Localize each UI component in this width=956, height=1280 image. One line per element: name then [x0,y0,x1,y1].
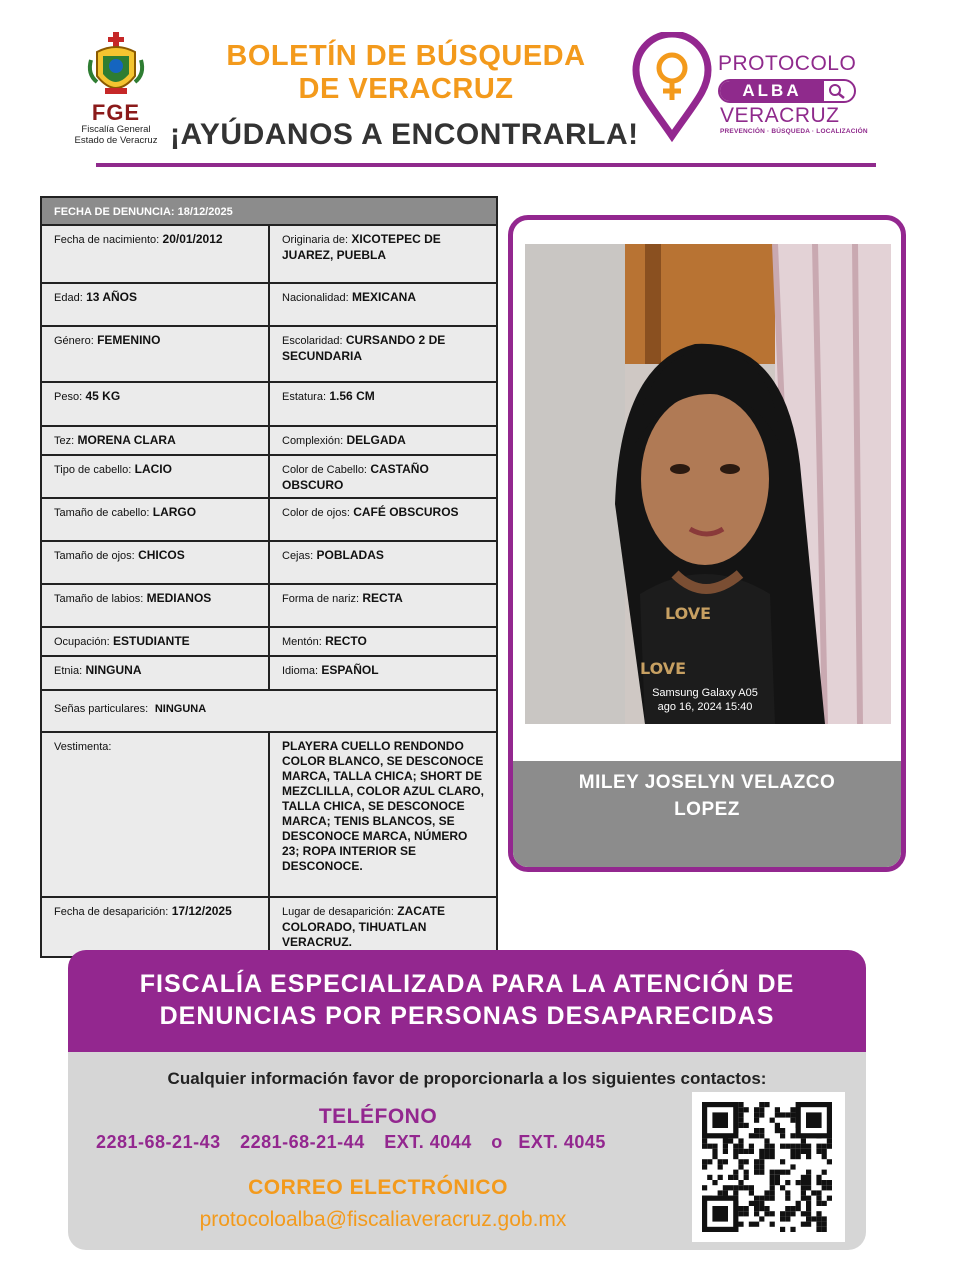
agency-line-1: FISCALÍA ESPECIALIZADA PARA LA ATENCIÓN DE [139,970,795,998]
location-pin-female-icon [632,32,712,142]
email-address[interactable]: protocoloalba@fiscaliaveracruz.gob.mx [199,1208,567,1231]
table-row [42,628,496,657]
shirt-print-1: LOVE [665,604,712,623]
phone-numbers [96,1132,620,1153]
clothing-value-cell: PLAYERA CUELLO RENDONDO COLOR BLANCO, SE DESCONOCE MARCA, TALLA CHICA; SHORT DE MEZCLILLA, COLOR AZUL CLARO, TALLA CHICA, SE DESCONOCE MARCA; TENIS BLANCOS, SE DESCONOCE MARCA, NÚMERO 23; ROPA INTERIOR SE DESCONOCE. [282,739,484,873]
agency-banner [68,950,866,1052]
phone-1[interactable]: 2281-68-21-43 [96,1132,221,1152]
table-row [42,226,496,284]
photo-timestamp: ago 16, 2024 15:40 [657,701,753,713]
lip-size-cell: Tamaño de labios: MEDIANOS [42,585,270,626]
language-cell: Idioma: ESPAÑOL [282,663,379,677]
slogan: ¡AYÚDANOS A ENCONTRARLA! [170,118,639,151]
clothing-label-cell: Vestimenta: [42,733,270,896]
eyebrows-cell: Cejas: POBLADAS [282,548,384,562]
eye-color-cell: Color de ojos: CAFÉ OBSCUROS [282,505,459,519]
contact-panel [68,1052,866,1250]
shirt-print-2: LOVE [640,659,687,678]
header-divider [96,163,876,167]
title-line-2: DE VERACRUZ [298,73,514,105]
photo-card [508,215,906,872]
missing-person-photo [525,244,891,724]
height-cell: Estatura: 1.56 CM [282,389,375,403]
qr-code-icon [702,1102,835,1232]
table-row [42,456,496,499]
phone-heading: TELÉFONO [318,1105,438,1128]
alba-badge [718,79,856,103]
age-cell: Edad: 13 AÑOS [42,284,270,325]
eye-size-cell: Tamaño de ojos: CHICOS [42,542,270,583]
schooling-cell: Escolaridad: CURSANDO 2 DE SECUNDARIA [282,333,446,363]
table-row [42,898,496,956]
birth-date-cell: Fecha de nacimiento: 20/01/2012 [42,226,270,282]
alba-tagline: PREVENCIÓN · BÚSQUEDA · LOCALIZACIÓN [720,128,868,135]
portrait-illustration [525,244,891,724]
hair-color-cell: Color de Cabello: CASTAÑO OBSCURO [282,462,429,492]
camera-stamp [645,686,765,714]
table-row [42,427,496,456]
table-row [42,733,496,898]
hair-length-cell: Tamaño de cabello: LARGO [42,499,270,540]
or-text: o [491,1132,503,1152]
contact-intro: Cualquier información favor de proporcionarla a los siguientes contactos: [167,1069,767,1088]
build-cell: Complexión: DELGADA [282,433,406,447]
table-row [42,327,496,383]
complexion-tone-cell: Tez: MORENA CLARA [42,427,270,454]
weight-cell: Peso: 45 KG [42,383,270,425]
alba-word-veracruz: VERACRUZ [720,104,840,127]
gender-cell: Género: FEMENINO [42,327,270,381]
nationality-cell: Nacionalidad: MEXICANA [282,290,417,304]
fge-name-line1: Fiscalía General [81,124,151,135]
email-heading: CORREO ELECTRÓNICO [248,1176,508,1199]
table-row [42,691,496,733]
alba-word-protocolo: PROTOCOLO [718,52,857,75]
report-date-label: FECHA DE DENUNCIA: [54,206,175,218]
report-date-header [42,198,496,226]
ethnicity-cell: Etnia: NINGUNA [42,657,270,689]
bulletin-title [176,40,636,106]
nose-shape-cell: Forma de nariz: RECTA [282,591,403,605]
camera-model: Samsung Galaxy A05 [652,687,758,699]
qr-code[interactable] [692,1092,845,1242]
agency-line-2: DENUNCIAS POR PERSONAS DESAPARECIDAS [159,1002,775,1030]
table-row [42,542,496,585]
report-date-value: 18/12/2025 [177,206,233,218]
disappearance-date-cell: Fecha de desaparición: 17/12/2025 [42,898,270,956]
table-row [42,383,496,427]
search-icon [826,82,848,100]
table-row [42,585,496,628]
coat-of-arms-icon [83,30,149,102]
person-name: MILEY JOSELYN VELAZCO LOPEZ [578,772,836,820]
alba-word-alba: ALBA [720,81,824,101]
occupation-cell: Ocupación: ESTUDIANTE [42,628,270,655]
fge-name-line2: Estado de Veracruz [74,135,158,146]
fge-logo [66,30,166,152]
disappearance-place-cell: Lugar de desaparición: ZACATE COLORADO, TIHUATLAN VERACRUZ. [282,904,446,949]
table-row [42,499,496,542]
hair-type-cell: Tipo de cabello: LACIO [42,456,270,497]
table-row [42,284,496,327]
chin-cell: Mentón: RECTO [282,634,367,648]
name-band [513,761,901,867]
phone-2[interactable]: 2281-68-21-44 [240,1132,365,1152]
title-line-1: BOLETÍN DE BÚSQUEDA [226,40,586,72]
extension-2: EXT. 4045 [518,1132,606,1152]
extension-1: EXT. 4044 [384,1132,472,1152]
origin-cell: Originaria de: XICOTEPEC DE JUAREZ, PUEBLA [282,232,441,262]
person-data-table [40,196,498,958]
table-row [42,657,496,691]
protocolo-alba-logo [632,32,882,142]
fge-abbreviation: FGE [91,100,141,125]
distinguishing-marks-cell: Señas particulares: NINGUNA [54,703,207,715]
